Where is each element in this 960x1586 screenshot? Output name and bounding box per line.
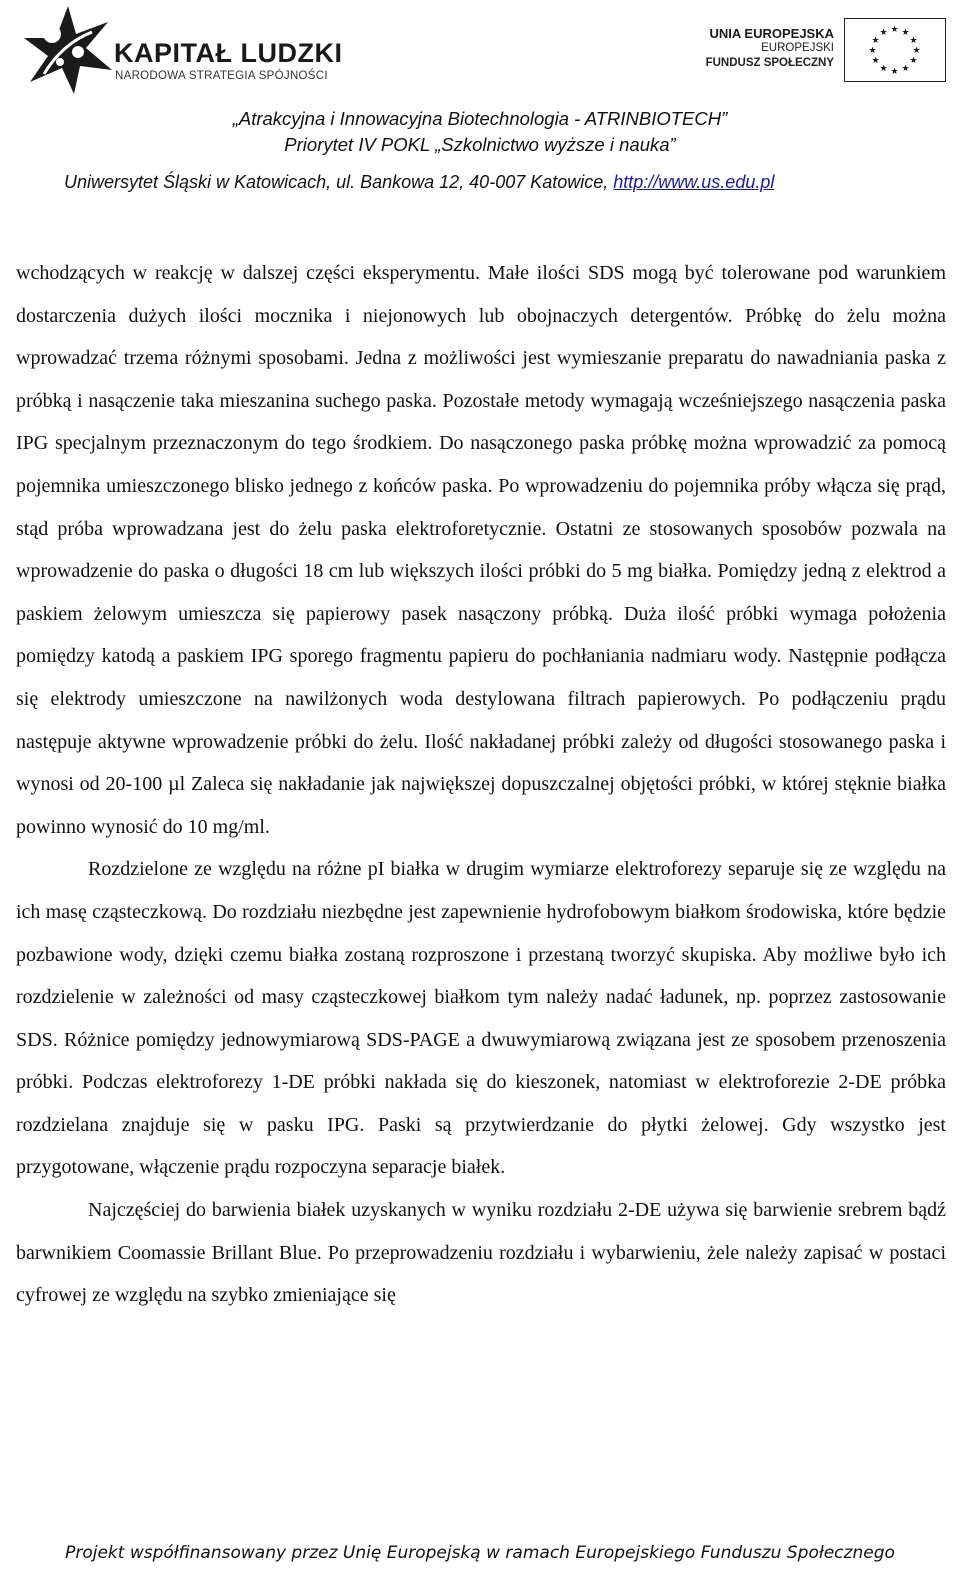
svg-text:★: ★ — [871, 56, 880, 66]
svg-text:★: ★ — [890, 67, 899, 77]
svg-text:★: ★ — [879, 28, 888, 38]
eu-logo-line1: UNIA EUROPEJSKA — [709, 26, 834, 41]
kapital-ludzki-subtitle: NARODOWA STRATEGIA SPÓJNOŚCI — [115, 70, 328, 82]
svg-text:★: ★ — [868, 46, 877, 56]
svg-text:★: ★ — [909, 36, 918, 46]
kapital-ludzki-title: KAPITAŁ LUDZKI — [114, 38, 343, 68]
svg-text:★: ★ — [912, 46, 921, 56]
page-footer: Projekt współfinansowany przez Unię Europejską w ramach Europejskiego Funduszu Społecznego — [65, 1543, 895, 1563]
document-body — [16, 252, 946, 1317]
svg-text:★: ★ — [879, 64, 888, 74]
project-priority: Priorytet IV POKL „Szkolnictwo wyższe i nauka” — [284, 134, 676, 155]
svg-text:★: ★ — [909, 56, 918, 66]
paragraph-2: Rozdzielone ze względu na różne pI białka w drugim wymiarze elektroforezy separuje się ze względu na ich masę cząsteczkową. Do rozdziału niezbędne jest zapewnienie hydrofobowym białkom środowiska, które będzie pozbawione wody, dzięki czemu białka zostaną rozproszone i przestaną tworzyć skupiska. Aby możliwe było ich rozdzielenie w zależności od masy cząsteczkowej białkom tym należy nadać ładunek, np. poprzez zastosowanie SDS. Różnice pomiędzy jednowymiarową SDS-PAGE a dwuwymiarową związana jest ze sposobem przenoszenia próbki. Podczas elektroforezy 1-DE próbki nakłada się do kieszonek, natomiast w elektroforezie 2-DE próbka rozdzielana znajduje się w pasku IPG. Paski są przytwierdzanie do płytki żelowej. Gdy wszystko jest przygotowane, włączenie prądu rozpoczyna separacje białek. — [16, 858, 946, 1179]
eu-logo-text — [706, 26, 834, 71]
project-name: „Atrakcyjna i Innowacyjna Biotechnologia - ATRINBIOTECH” — [232, 108, 728, 129]
paragraph-1: wchodzących w reakcję w dalszej części eksperymentu. Małe ilości SDS mogą być tolerowane pod warunkiem dostarczenia dużych ilości mocznika i niejonowych lub obojnaczych detergentów. Próbkę do żelu można wprowadzać trzema różnymi sposobami. Jedna z możliwości jest wymieszanie preparatu do nawadniania paska z próbką i nasączenie taka mieszanina suchego paska. Pozostałe metody wymagają wcześniejszego nasączenia paska IPG specjalnym przeznaczonym do tego środkiem. Do nasączonego paska próbkę można wprowadzić za pomocą pojemnika umieszczonego blisko jednego z końców paska. Po wprowadzeniu do pojemnika próby włącza się prąd, stąd próba wprowadzana jest do żelu paska elektroforetycznie. Ostatni ze stosowanych sposobów pozwala na wprowadzenie do paska o długości 18 cm lub większych ilości próbki do 5 mg białka. Pomiędzy jedną z elektrod a paskiem żelowym umieszcza się papierowy pasek nasączony próbką. Duża ilość próbki wymaga położenia pomiędzy katodą a paskiem IPG sporego fragmentu papieru do pochłaniania nadmiaru wody. Następnie podłącza się elektrody umieszczone na nawilżonych woda destylowana filtrach papierowych. Po podłączeniu prądu następuje aktywne wprowadzenie próbki do żelu. Ilość nakładanej próbki zależy od długości stosowanego paska i wynosi od 20-100 µl Zaleca się nakładanie jak największej dopuszczalnej objętości próbki, w której stęknie białka powinno wynosić do 10 mg/ml. — [16, 262, 946, 838]
university-link[interactable]: http://www.us.edu.pl — [613, 172, 775, 192]
paragraph-3: Najczęściej do barwienia białek uzyskanych w wyniku rozdziału 2-DE używa się barwienie srebrem bądź barwnikiem Coomassie Brillant Blue. Po przeprowadzeniu rozdziału i wybarwieniu, żele należy zapisać w postaci cyfrowej ze względu na szybko zmieniające się — [16, 1199, 946, 1307]
address-text: Uniwersytet Śląski w Katowicach, ul. Bankowa 12, 40-007 Katowice, — [64, 172, 614, 192]
eu-stars-icon — [845, 19, 944, 80]
eu-logo-line2: EUROPEJSKI — [761, 42, 834, 54]
address-line — [64, 172, 774, 193]
svg-text:★: ★ — [901, 28, 910, 38]
eu-logo-line3: FUNDUSZ SPOŁECZNY — [705, 57, 834, 69]
project-title-block — [0, 106, 960, 158]
svg-text:★: ★ — [871, 36, 880, 46]
kapital-ludzki-logo — [22, 4, 352, 96]
page-header — [0, 0, 960, 205]
svg-text:★: ★ — [901, 64, 910, 74]
eu-logo — [696, 14, 946, 86]
kapital-ludzki-star-icon — [22, 4, 114, 96]
eu-flag-icon — [844, 18, 946, 82]
svg-text:★: ★ — [890, 25, 899, 35]
